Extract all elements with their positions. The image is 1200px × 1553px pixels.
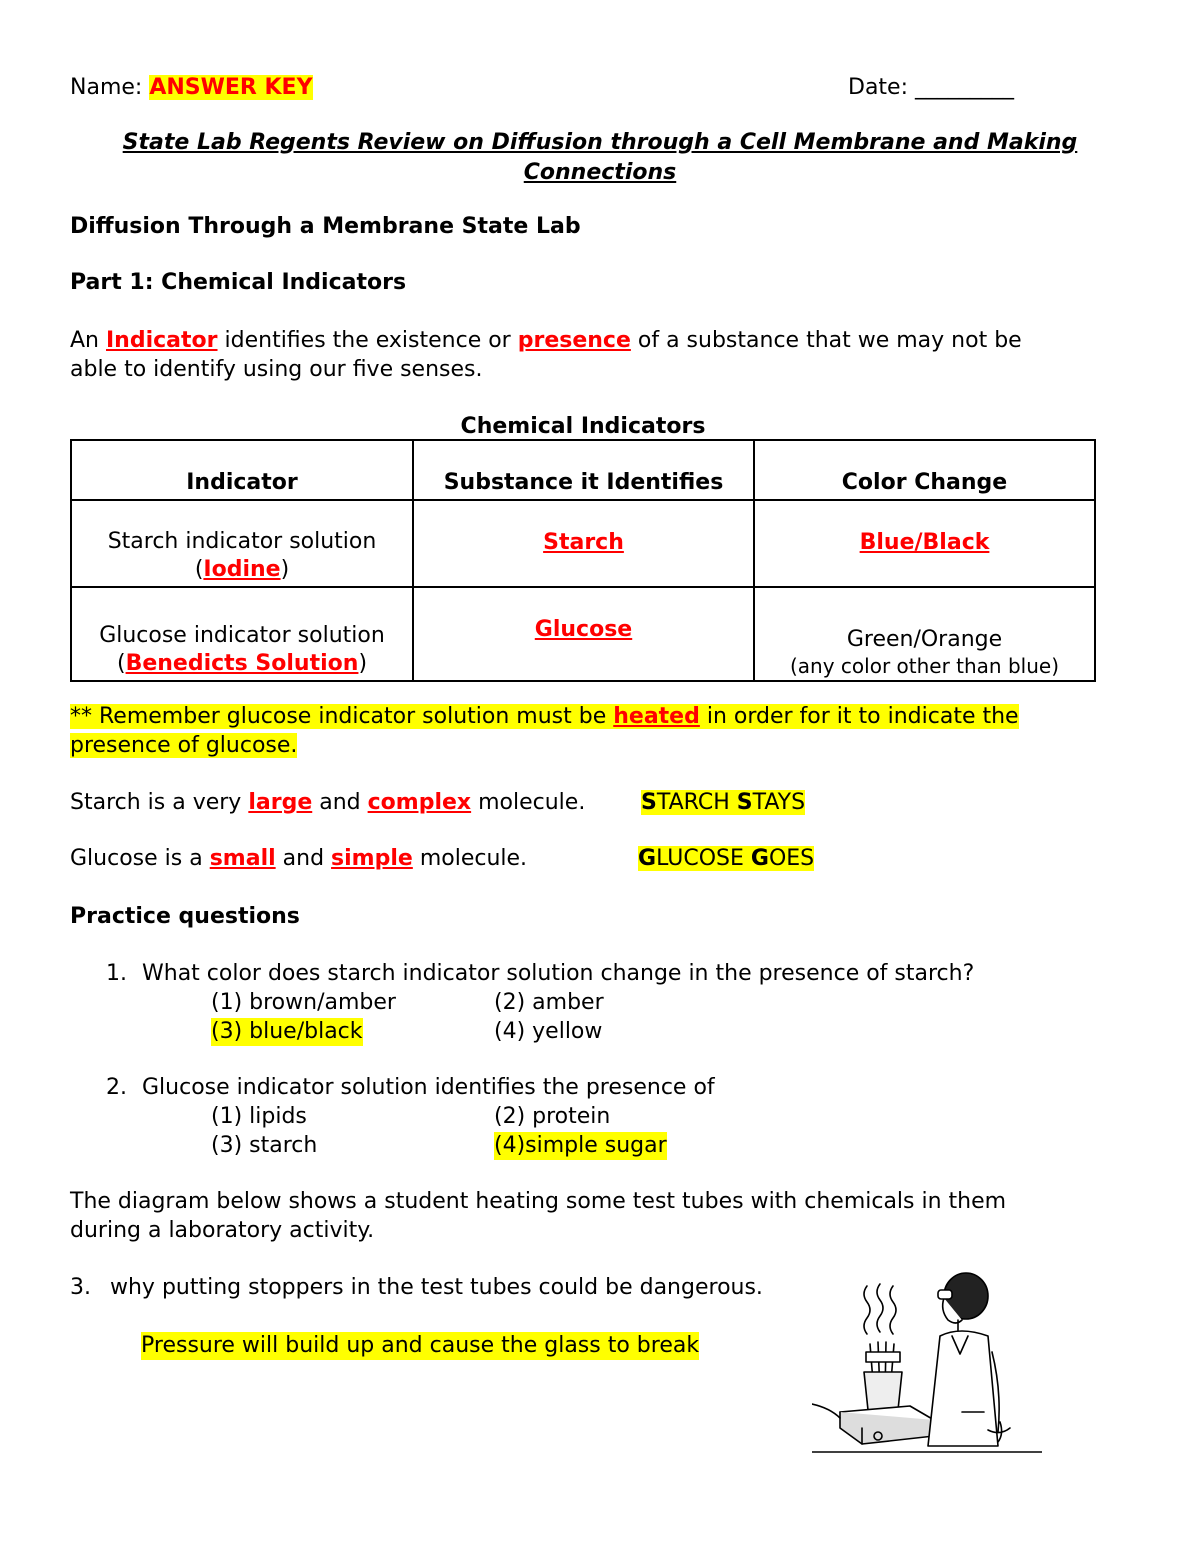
text-run: of a substance that we may not be xyxy=(630,328,1022,353)
cell-substance xyxy=(413,587,754,681)
text-run: Glucose is a xyxy=(70,846,210,871)
cell-color xyxy=(754,587,1095,681)
test-tube-rack xyxy=(866,1352,900,1362)
mnemonic-letter: G xyxy=(750,846,769,871)
paren: ( xyxy=(194,557,204,582)
text-run: TAYS xyxy=(752,790,806,815)
answer-presence: presence xyxy=(517,328,631,353)
mnemonic-highlight xyxy=(641,790,805,815)
reminder-text xyxy=(70,704,1019,729)
mnemonic-highlight xyxy=(638,846,814,871)
answer-blue-black: Blue/Black xyxy=(859,529,990,555)
beaker xyxy=(864,1372,902,1410)
question-3-answer: Pressure will build up and cause the glass to break xyxy=(141,1333,700,1358)
answer-complex: complex xyxy=(367,790,472,815)
student-heating-test-tubes-illustration xyxy=(812,1272,1042,1472)
text-run: An xyxy=(70,328,106,353)
cell-indicator xyxy=(71,587,413,681)
text-run: and xyxy=(275,846,332,871)
glucose-statement xyxy=(70,845,527,873)
diagram-intro-line2: during a laboratory activity. xyxy=(70,1218,375,1243)
table-row xyxy=(71,587,1095,681)
name-label: Name: xyxy=(70,75,143,100)
indicator-sentence-line1 xyxy=(70,327,1022,355)
answer-starch: Starch xyxy=(543,529,624,555)
text-run: ** Remember glucose indicator solution must be xyxy=(70,704,614,729)
date-blank: _________ xyxy=(915,75,1014,100)
answer-simple: simple xyxy=(331,846,413,871)
text-run: molecule. xyxy=(412,846,528,871)
question-1-number: 1. xyxy=(106,961,127,986)
indicator-name: Glucose indicator solution xyxy=(99,623,385,648)
mnemonic-letter: G xyxy=(638,846,657,871)
indicator-sentence-line2: able to identify using our five senses. xyxy=(70,357,483,382)
text-run: Starch is a very xyxy=(70,790,249,815)
name-value: ANSWER KEY xyxy=(149,75,313,100)
paren: ) xyxy=(280,557,290,582)
steam-wisp xyxy=(864,1286,870,1334)
document-title-line1: State Lab Regents Review on Diffusion through a Cell Membrane and Making xyxy=(122,130,1078,155)
chemical-indicators-table xyxy=(70,439,1096,682)
q2-option-2: (2) protein xyxy=(494,1104,611,1129)
table-caption: Chemical Indicators xyxy=(460,414,706,439)
name-field xyxy=(70,74,313,102)
table-row xyxy=(71,500,1095,587)
text-run: TARCH xyxy=(656,790,737,815)
q1-option-4: (4) yellow xyxy=(494,1019,603,1044)
starch-mnemonic xyxy=(641,789,805,817)
q1-option-3-correct: (3) blue/black xyxy=(211,1019,363,1044)
indicator-name: Starch indicator solution xyxy=(107,529,377,554)
header-indicator: Indicator xyxy=(71,440,413,500)
steam-wisp xyxy=(890,1286,896,1334)
answer-large: large xyxy=(248,790,313,815)
text-run: in order for it to indicate the xyxy=(699,704,1019,729)
question-1-text: What color does starch indicator solution change in the presence of starch? xyxy=(142,961,975,986)
indicator-answer-line xyxy=(72,650,412,678)
question-2-number: 2. xyxy=(106,1075,127,1100)
part1-heading: Part 1: Chemical Indicators xyxy=(70,270,407,295)
q1-option-1: (1) brown/amber xyxy=(211,990,396,1015)
text-run: OES xyxy=(768,846,815,871)
document-title-line2: Connections xyxy=(523,160,677,185)
section-heading: Diffusion Through a Membrane State Lab xyxy=(70,214,581,239)
question-3-text: why putting stoppers in the test tubes could be dangerous. xyxy=(110,1275,763,1300)
cell-substance xyxy=(413,500,754,587)
q2-option-1: (1) lipids xyxy=(211,1104,307,1129)
answer-indicator: Indicator xyxy=(106,328,218,353)
practice-heading: Practice questions xyxy=(70,904,300,929)
text-run: and xyxy=(312,790,368,815)
text-run: LUCOSE xyxy=(656,846,751,871)
reminder-line1 xyxy=(70,703,1019,731)
paren: ) xyxy=(358,651,368,676)
cell-color xyxy=(754,500,1095,587)
text-run: molecule. xyxy=(471,790,586,815)
diagram-intro-line1: The diagram below shows a student heating some test tubes with chemicals in them xyxy=(70,1189,1007,1214)
power-cord xyxy=(812,1404,840,1418)
color-value: Green/Orange xyxy=(846,627,1003,652)
answer-small: small xyxy=(209,846,276,871)
indicator-answer-line xyxy=(72,556,412,584)
answer-glucose: Glucose xyxy=(534,617,633,642)
paren: ( xyxy=(116,651,126,676)
steam-wisp xyxy=(877,1284,883,1332)
question-2-text: Glucose indicator solution identifies the presence of xyxy=(142,1075,715,1100)
mnemonic-letter: S xyxy=(641,790,657,815)
table-header-row xyxy=(71,440,1095,500)
q1-option-2: (2) amber xyxy=(494,990,604,1015)
q2-option-3: (3) starch xyxy=(211,1133,318,1158)
answer-iodine: Iodine xyxy=(203,557,281,582)
header-substance: Substance it Identifies xyxy=(413,440,754,500)
goggles xyxy=(938,1290,952,1299)
header-color-change: Color Change xyxy=(754,440,1095,500)
answer-benedicts: Benedicts Solution xyxy=(125,651,359,676)
reminder-line2 xyxy=(70,732,297,760)
mnemonic-letter: S xyxy=(736,790,753,815)
q2-option-4-correct: (4)simple sugar xyxy=(494,1133,667,1158)
text-run: identifies the existence or xyxy=(217,328,518,353)
glucose-mnemonic xyxy=(638,845,814,873)
date-label: Date: xyxy=(848,75,908,100)
text-run: presence of glucose. xyxy=(70,733,298,758)
starch-statement xyxy=(70,789,585,817)
answer-heated: heated xyxy=(613,704,700,729)
question-3-number: 3. xyxy=(70,1275,91,1300)
color-note: (any color other than blue) xyxy=(789,654,1059,678)
date-field xyxy=(848,74,1014,102)
cell-indicator xyxy=(71,500,413,587)
